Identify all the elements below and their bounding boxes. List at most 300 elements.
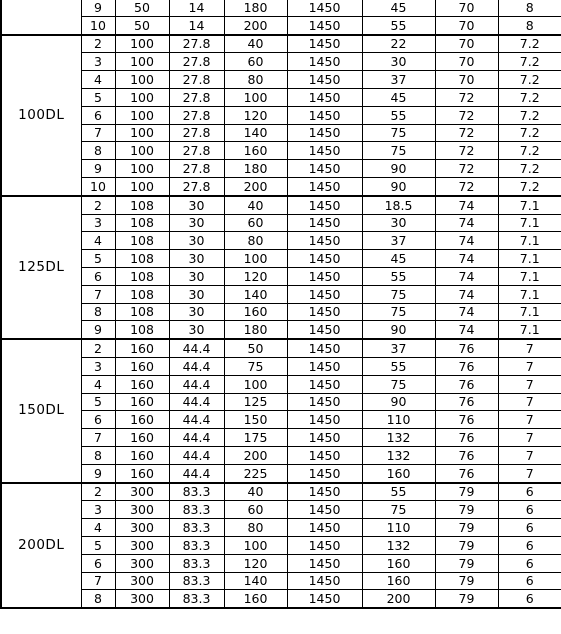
table-cell: 6 <box>81 411 115 429</box>
table-cell: 44.4 <box>169 411 224 429</box>
table-cell: 27.8 <box>169 88 224 106</box>
table-cell: 7.2 <box>498 160 561 178</box>
table-cell: 76 <box>435 446 498 464</box>
table-cell: 100 <box>115 88 169 106</box>
table-row <box>1 357 561 375</box>
table-cell: 7.2 <box>498 177 561 195</box>
table-cell: 1450 <box>287 501 362 519</box>
table-cell: 27.8 <box>169 35 224 53</box>
table-cell: 7.2 <box>498 53 561 71</box>
table-row <box>1 519 561 537</box>
table-row <box>1 446 561 464</box>
table-cell: 44.4 <box>169 446 224 464</box>
table-cell: 4 <box>81 71 115 89</box>
table-row <box>1 160 561 178</box>
table-cell: 140 <box>224 572 287 590</box>
table-cell: 5 <box>81 393 115 411</box>
table-row <box>1 88 561 106</box>
table-cell: 30 <box>169 232 224 250</box>
table-cell: 76 <box>435 429 498 447</box>
table-cell: 60 <box>224 501 287 519</box>
table-row <box>1 464 561 482</box>
table-cell: 74 <box>435 267 498 285</box>
table-cell: 22 <box>362 35 435 53</box>
table-row <box>1 303 561 321</box>
table-cell: 2 <box>81 483 115 501</box>
table-cell: 18.5 <box>362 196 435 214</box>
table-cell: 70 <box>435 71 498 89</box>
table-body <box>1 0 561 608</box>
table-cell: 44.4 <box>169 339 224 357</box>
table-cell: 14 <box>169 16 224 34</box>
table-cell: 40 <box>224 35 287 53</box>
table-cell: 6 <box>81 554 115 572</box>
table-row <box>1 321 561 339</box>
table-cell: 44.4 <box>169 375 224 393</box>
table-row <box>1 177 561 195</box>
table-row <box>1 35 561 53</box>
table-cell: 9 <box>81 321 115 339</box>
table-row <box>1 572 561 590</box>
table-cell: 100 <box>115 53 169 71</box>
table-cell: 300 <box>115 483 169 501</box>
table-cell: 108 <box>115 303 169 321</box>
table-row <box>1 536 561 554</box>
table-cell: 40 <box>224 483 287 501</box>
table-cell: 79 <box>435 501 498 519</box>
table-cell: 160 <box>115 429 169 447</box>
table-cell: 5 <box>81 250 115 268</box>
table-cell: 83.3 <box>169 536 224 554</box>
table-cell: 76 <box>435 357 498 375</box>
table-cell: 83.3 <box>169 483 224 501</box>
table-cell: 7.2 <box>498 88 561 106</box>
table-cell: 160 <box>115 375 169 393</box>
table-cell: 100 <box>115 142 169 160</box>
table-cell: 50 <box>115 0 169 16</box>
table-cell: 6 <box>498 536 561 554</box>
table-cell: 100 <box>115 160 169 178</box>
table-cell: 1450 <box>287 411 362 429</box>
table-row <box>1 106 561 124</box>
table-cell: 7 <box>498 339 561 357</box>
table-cell: 27.8 <box>169 71 224 89</box>
table-cell: 1450 <box>287 88 362 106</box>
table-cell: 30 <box>169 321 224 339</box>
table-cell: 80 <box>224 519 287 537</box>
table-cell: 1450 <box>287 429 362 447</box>
table-cell: 72 <box>435 124 498 142</box>
table-cell: 74 <box>435 196 498 214</box>
table-row <box>1 232 561 250</box>
table-cell: 76 <box>435 339 498 357</box>
table-row <box>1 196 561 214</box>
table-cell: 72 <box>435 142 498 160</box>
table-cell: 80 <box>224 232 287 250</box>
table-cell: 74 <box>435 321 498 339</box>
table-cell: 75 <box>362 375 435 393</box>
table-cell: 74 <box>435 303 498 321</box>
table-row <box>1 142 561 160</box>
table-cell: 10 <box>81 16 115 34</box>
table-cell: 132 <box>362 446 435 464</box>
table-cell: 6 <box>498 501 561 519</box>
table-cell: 1450 <box>287 303 362 321</box>
table-cell: 6 <box>498 572 561 590</box>
table-cell: 9 <box>81 160 115 178</box>
table-cell: 132 <box>362 536 435 554</box>
table-cell: 108 <box>115 285 169 303</box>
table-cell: 7 <box>498 446 561 464</box>
table-cell: 160 <box>115 446 169 464</box>
table-cell: 100 <box>115 124 169 142</box>
table-cell: 4 <box>81 232 115 250</box>
table-cell: 225 <box>224 464 287 482</box>
table-cell: 30 <box>362 53 435 71</box>
table-cell: 1450 <box>287 375 362 393</box>
table-cell: 74 <box>435 285 498 303</box>
table-cell: 180 <box>224 0 287 16</box>
table-cell: 7 <box>81 285 115 303</box>
table-cell: 7.2 <box>498 71 561 89</box>
table-cell: 44.4 <box>169 464 224 482</box>
table-cell: 300 <box>115 554 169 572</box>
table-cell: 90 <box>362 321 435 339</box>
table-cell: 90 <box>362 160 435 178</box>
table-cell: 1450 <box>287 267 362 285</box>
table-cell: 6 <box>498 554 561 572</box>
table-cell: 1450 <box>287 196 362 214</box>
table-cell: 50 <box>224 339 287 357</box>
table-cell: 55 <box>362 357 435 375</box>
table-cell: 1450 <box>287 519 362 537</box>
table-cell: 1450 <box>287 285 362 303</box>
table-cell: 7 <box>498 429 561 447</box>
table-cell: 110 <box>362 519 435 537</box>
model-cell: 100DL <box>1 35 81 196</box>
table-cell: 1450 <box>287 106 362 124</box>
table-cell: 6 <box>498 590 561 608</box>
table-cell: 44.4 <box>169 429 224 447</box>
table-cell: 108 <box>115 250 169 268</box>
table-cell: 75 <box>362 285 435 303</box>
table-cell: 45 <box>362 0 435 16</box>
table-cell: 160 <box>115 393 169 411</box>
table-cell: 55 <box>362 483 435 501</box>
table-cell: 200 <box>224 177 287 195</box>
table-cell: 4 <box>81 519 115 537</box>
model-cell <box>1 0 81 35</box>
table-cell: 8 <box>498 0 561 16</box>
table-cell: 100 <box>224 88 287 106</box>
table-cell: 7 <box>81 124 115 142</box>
table-cell: 75 <box>362 501 435 519</box>
model-cell: 150DL <box>1 339 81 482</box>
table-row <box>1 590 561 608</box>
table-cell: 180 <box>224 321 287 339</box>
table-cell: 7.1 <box>498 285 561 303</box>
model-cell: 125DL <box>1 196 81 339</box>
table-cell: 72 <box>435 106 498 124</box>
table-cell: 45 <box>362 250 435 268</box>
table-cell: 160 <box>115 464 169 482</box>
table-cell: 2 <box>81 35 115 53</box>
table-cell: 27.8 <box>169 177 224 195</box>
table-cell: 7 <box>498 393 561 411</box>
table-cell: 7.2 <box>498 106 561 124</box>
table-cell: 8 <box>81 446 115 464</box>
table-cell: 110 <box>362 411 435 429</box>
table-cell: 1450 <box>287 124 362 142</box>
table-cell: 2 <box>81 339 115 357</box>
table-cell: 7.1 <box>498 267 561 285</box>
table-cell: 200 <box>362 590 435 608</box>
table-cell: 30 <box>169 196 224 214</box>
table-cell: 80 <box>224 71 287 89</box>
table-cell: 8 <box>498 16 561 34</box>
table-cell: 79 <box>435 536 498 554</box>
table-cell: 140 <box>224 124 287 142</box>
table-cell: 1450 <box>287 321 362 339</box>
table-cell: 76 <box>435 375 498 393</box>
table-cell: 160 <box>224 590 287 608</box>
table-cell: 8 <box>81 142 115 160</box>
table-cell: 100 <box>115 71 169 89</box>
table-cell: 2 <box>81 196 115 214</box>
table-cell: 74 <box>435 232 498 250</box>
table-cell: 1450 <box>287 160 362 178</box>
table-cell: 72 <box>435 160 498 178</box>
table-cell: 7.2 <box>498 124 561 142</box>
table-cell: 44.4 <box>169 393 224 411</box>
table-cell: 70 <box>435 53 498 71</box>
table-cell: 1450 <box>287 214 362 232</box>
table-cell: 1450 <box>287 339 362 357</box>
table-cell: 7.1 <box>498 214 561 232</box>
table-cell: 6 <box>81 106 115 124</box>
table-row <box>1 0 561 16</box>
table-cell: 1450 <box>287 232 362 250</box>
table-cell: 1450 <box>287 250 362 268</box>
table-cell: 9 <box>81 0 115 16</box>
table-cell: 55 <box>362 267 435 285</box>
table-cell: 1450 <box>287 590 362 608</box>
table-cell: 7 <box>498 357 561 375</box>
table-cell: 55 <box>362 16 435 34</box>
table-cell: 7.1 <box>498 321 561 339</box>
table-cell: 7.1 <box>498 232 561 250</box>
table-cell: 160 <box>224 303 287 321</box>
table-cell: 60 <box>224 53 287 71</box>
table-cell: 55 <box>362 106 435 124</box>
table-cell: 4 <box>81 375 115 393</box>
table-cell: 108 <box>115 232 169 250</box>
table-cell: 37 <box>362 339 435 357</box>
table-row <box>1 267 561 285</box>
table-cell: 175 <box>224 429 287 447</box>
table-cell: 108 <box>115 321 169 339</box>
table-cell: 30 <box>169 285 224 303</box>
table-cell: 3 <box>81 53 115 71</box>
table-cell: 1450 <box>287 142 362 160</box>
table-cell: 1450 <box>287 0 362 16</box>
table-cell: 6 <box>81 267 115 285</box>
table-cell: 83.3 <box>169 572 224 590</box>
table-row <box>1 393 561 411</box>
table-row <box>1 53 561 71</box>
table-cell: 132 <box>362 429 435 447</box>
table-cell: 6 <box>498 519 561 537</box>
table-cell: 120 <box>224 554 287 572</box>
table-cell: 1450 <box>287 16 362 34</box>
table-cell: 1450 <box>287 446 362 464</box>
table-cell: 30 <box>169 214 224 232</box>
table-cell: 76 <box>435 411 498 429</box>
table-cell: 79 <box>435 572 498 590</box>
table-cell: 75 <box>362 124 435 142</box>
table-cell: 70 <box>435 16 498 34</box>
table-cell: 8 <box>81 590 115 608</box>
table-cell: 27.8 <box>169 160 224 178</box>
table-row <box>1 339 561 357</box>
table-cell: 70 <box>435 35 498 53</box>
table-cell: 100 <box>224 375 287 393</box>
table-cell: 72 <box>435 88 498 106</box>
table-cell: 108 <box>115 214 169 232</box>
table-cell: 180 <box>224 160 287 178</box>
table-cell: 27.8 <box>169 142 224 160</box>
table-row <box>1 124 561 142</box>
table-cell: 140 <box>224 285 287 303</box>
table-cell: 300 <box>115 572 169 590</box>
table-cell: 1450 <box>287 357 362 375</box>
table-cell: 160 <box>362 464 435 482</box>
table-cell: 8 <box>81 303 115 321</box>
table-row <box>1 501 561 519</box>
table-cell: 83.3 <box>169 501 224 519</box>
table-cell: 3 <box>81 501 115 519</box>
table-row <box>1 411 561 429</box>
table-row <box>1 71 561 89</box>
table-cell: 7.1 <box>498 196 561 214</box>
table-cell: 160 <box>224 142 287 160</box>
table-cell: 44.4 <box>169 357 224 375</box>
table-row <box>1 375 561 393</box>
table-cell: 45 <box>362 88 435 106</box>
table-cell: 7.1 <box>498 250 561 268</box>
table-cell: 120 <box>224 106 287 124</box>
table-cell: 100 <box>224 250 287 268</box>
table-cell: 60 <box>224 214 287 232</box>
table-cell: 37 <box>362 232 435 250</box>
table-cell: 6 <box>498 483 561 501</box>
table-row <box>1 16 561 34</box>
table-cell: 7 <box>498 464 561 482</box>
table-cell: 300 <box>115 590 169 608</box>
table-cell: 200 <box>224 16 287 34</box>
table-cell: 300 <box>115 519 169 537</box>
table-cell: 75 <box>224 357 287 375</box>
table-cell: 10 <box>81 177 115 195</box>
table-cell: 5 <box>81 88 115 106</box>
table-cell: 1450 <box>287 554 362 572</box>
table-cell: 27.8 <box>169 53 224 71</box>
table-cell: 7 <box>81 572 115 590</box>
table-cell: 200 <box>224 446 287 464</box>
table-cell: 79 <box>435 483 498 501</box>
table-cell: 90 <box>362 177 435 195</box>
table-cell: 100 <box>115 177 169 195</box>
table-cell: 76 <box>435 393 498 411</box>
table-cell: 100 <box>115 35 169 53</box>
table-cell: 1450 <box>287 572 362 590</box>
table-cell: 3 <box>81 214 115 232</box>
table-cell: 74 <box>435 214 498 232</box>
table-cell: 75 <box>362 142 435 160</box>
table-cell: 30 <box>169 250 224 268</box>
table-row <box>1 554 561 572</box>
table-cell: 75 <box>362 303 435 321</box>
table-cell: 300 <box>115 501 169 519</box>
table-cell: 108 <box>115 196 169 214</box>
table-cell: 50 <box>115 16 169 34</box>
table-row <box>1 250 561 268</box>
table-cell: 83.3 <box>169 519 224 537</box>
table-cell: 90 <box>362 393 435 411</box>
table-cell: 3 <box>81 357 115 375</box>
table-cell: 150 <box>224 411 287 429</box>
table-row <box>1 285 561 303</box>
table-cell: 7.2 <box>498 35 561 53</box>
table-cell: 7 <box>81 429 115 447</box>
table-row <box>1 214 561 232</box>
table-cell: 83.3 <box>169 554 224 572</box>
table-cell: 1450 <box>287 177 362 195</box>
table-cell: 76 <box>435 464 498 482</box>
table-cell: 27.8 <box>169 124 224 142</box>
table-cell: 7 <box>498 375 561 393</box>
table-cell: 160 <box>115 357 169 375</box>
table-cell: 1450 <box>287 53 362 71</box>
table-cell: 100 <box>115 106 169 124</box>
table-cell: 7 <box>498 411 561 429</box>
table-row <box>1 483 561 501</box>
table-cell: 1450 <box>287 393 362 411</box>
table-cell: 108 <box>115 267 169 285</box>
table-cell: 79 <box>435 519 498 537</box>
table-cell: 74 <box>435 250 498 268</box>
table-cell: 9 <box>81 464 115 482</box>
table-cell: 5 <box>81 536 115 554</box>
table-cell: 79 <box>435 590 498 608</box>
table-cell: 30 <box>169 303 224 321</box>
table-cell: 14 <box>169 0 224 16</box>
table-cell: 125 <box>224 393 287 411</box>
table-cell: 1450 <box>287 35 362 53</box>
table-cell: 70 <box>435 0 498 16</box>
table-cell: 1450 <box>287 483 362 501</box>
table-cell: 27.8 <box>169 106 224 124</box>
table-cell: 300 <box>115 536 169 554</box>
table-row <box>1 429 561 447</box>
table-cell: 30 <box>169 267 224 285</box>
table-cell: 37 <box>362 71 435 89</box>
table-cell: 100 <box>224 536 287 554</box>
table-cell: 83.3 <box>169 590 224 608</box>
table-cell: 1450 <box>287 464 362 482</box>
table-cell: 30 <box>362 214 435 232</box>
table-cell: 1450 <box>287 536 362 554</box>
